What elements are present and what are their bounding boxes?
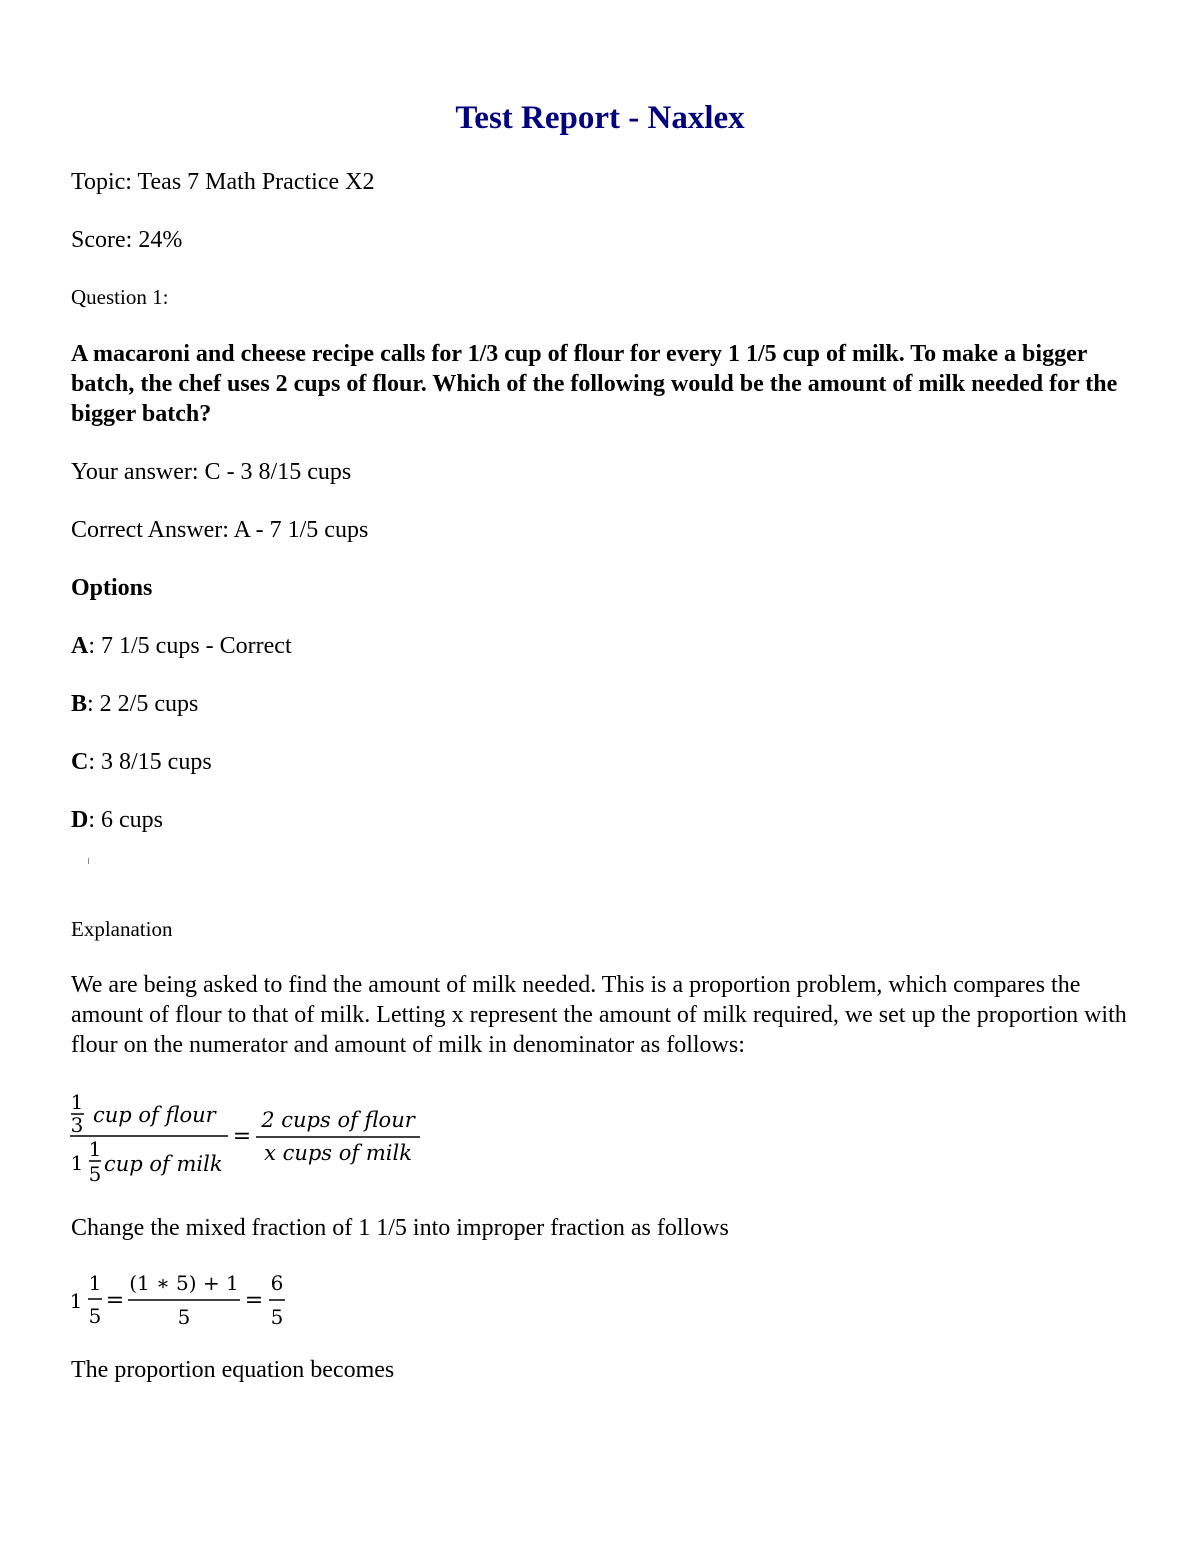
eq1-equals: =	[232, 1124, 252, 1149]
option-text: : 3 8/15 cups	[88, 749, 212, 775]
option-letter: D	[71, 807, 89, 833]
eq2-frac-num: 1	[88, 1271, 102, 1295]
eq2-mid-num: (1 ∗ 5) + 1	[129, 1271, 239, 1295]
option-letter: B	[71, 691, 88, 717]
eq1-lhs-den-frac-num: 1	[88, 1137, 102, 1161]
options-heading: Options	[71, 575, 153, 601]
option-d	[71, 805, 163, 835]
correct-answer: Correct Answer: A - 7 1/5 cups	[71, 517, 369, 543]
topic-line: Topic: Teas 7 Math Practice X2	[71, 169, 375, 195]
eq1-lhs-num-text: cup of flour	[93, 1103, 216, 1127]
eq2-mid-den: 5	[177, 1305, 191, 1329]
eq1-lhs-num-whole-num: 1	[70, 1090, 84, 1114]
explanation-heading: Explanation	[71, 917, 173, 941]
text-cursor-mark	[88, 858, 89, 864]
eq2-equals-2: =	[244, 1288, 264, 1313]
explanation-paragraph-2: Change the mixed fraction of 1 1/5 into improper fraction as follows	[71, 1215, 729, 1241]
question-text: A macaroni and cheese recipe calls for 1/3 cup of flour for every 1 1/5 cup of milk. To make a bigger batch, the chef uses 2 cups of flour. Which of the following would be the amount of milk needed for the bigger batch?	[71, 341, 1118, 427]
option-text: : 7 1/5 cups - Correct	[88, 633, 292, 659]
eq1-lhs-den-whole: 1	[70, 1151, 84, 1175]
eq1-lhs-den-frac-den: 5	[88, 1162, 102, 1186]
page-title: Test Report - Naxlex	[455, 100, 745, 136]
option-text: : 6 cups	[88, 807, 164, 833]
eq1-rhs-den: x cups of milk	[264, 1141, 412, 1165]
eq1-rhs-num: 2 cups of flour	[261, 1108, 415, 1132]
option-letter: C	[71, 749, 89, 775]
score-line: Score: 24%	[71, 227, 183, 253]
eq1-lhs-num-whole-den: 3	[70, 1113, 84, 1137]
your-answer: Your answer: C - 3 8/15 cups	[71, 459, 352, 485]
explanation-paragraph-1: We are being asked to find the amount of milk needed. This is a proportion problem, which compares the amount of flour to that of milk. Letting x represent the amount of milk required, we set up the proportion with flour on the numerator and amount of milk in denominator as follows:	[71, 972, 1127, 1058]
mixed-fraction-equation	[68, 1268, 298, 1332]
option-b	[71, 689, 198, 719]
eq2-equals-1: =	[105, 1288, 125, 1313]
option-a	[71, 631, 292, 661]
question-label: Question 1:	[71, 285, 169, 309]
eq2-frac-den: 5	[88, 1304, 102, 1328]
explanation-paragraph-3: The proportion equation becomes	[71, 1357, 395, 1383]
proportion-equation	[68, 1090, 428, 1190]
eq1-lhs-den-text: cup of milk	[104, 1152, 223, 1176]
option-c	[71, 747, 212, 777]
option-letter: A	[71, 633, 89, 659]
eq2-whole: 1	[69, 1289, 83, 1313]
eq2-res-num: 6	[270, 1271, 284, 1295]
eq2-res-den: 5	[270, 1305, 284, 1329]
option-text: : 2 2/5 cups	[87, 691, 199, 717]
